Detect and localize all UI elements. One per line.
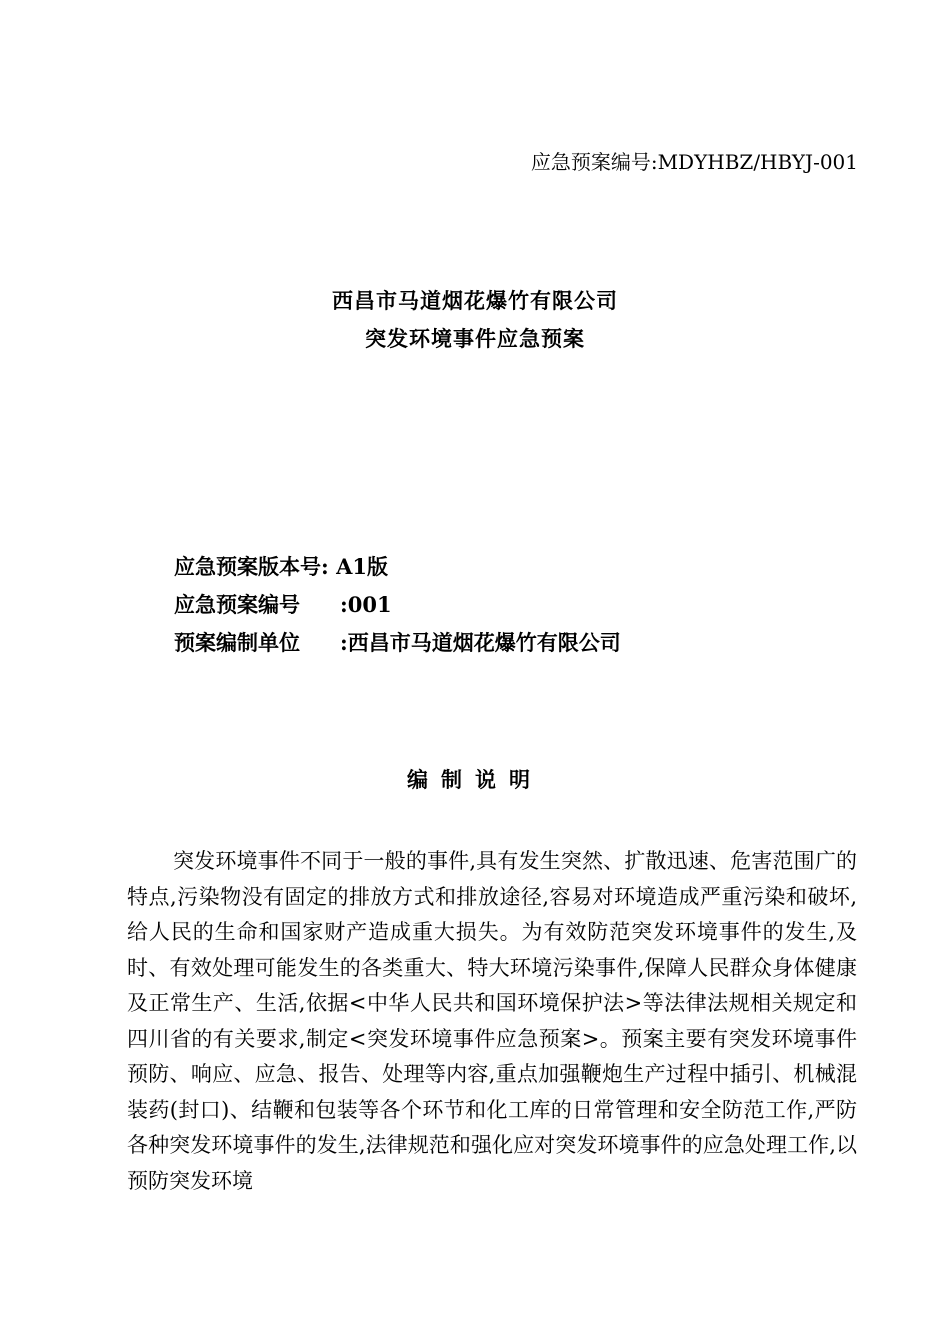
meta-label-unit: 预案编制单位 (174, 630, 300, 655)
title-plan-name: 突发环境事件应急预案 (365, 326, 585, 351)
body-paragraph: 突发环境事件不同于一般的事件,具有发生突然、扩散迅速、危害范围广的特点,污染物没有固定的排放方式和排放途径,容易对环境造成严重污染和破坏,给人民的生命和国家财产造成重大损失。为有效防范突发环境事件的发生,及时、有效处理可能发生的各类重大、特大环境污染事件,保障人民群众身体健康及正常生产、生活,依据<中华人民共和国环境保护法>等法律法规相关规定和四川省的有关要求,制定<突发环境事件应急预案>。预案主要有突发环境事件预防、响应、应急、报告、处理等内容,重点加强鞭炮生产过程中插引、机械混装药(封口)、结鞭和包装等各个环节和化工库的日常管理和安全防范工作,严防各种突发环境事件的发生,法律规范和强化应对突发环境事件的应急处理工作,以预防突发环境 (127, 849, 857, 1193)
meta-value-number: :001 (340, 592, 392, 617)
title-company: 西昌市马道烟花爆竹有限公司 (332, 288, 618, 313)
section-heading: 编制说明 (407, 767, 543, 792)
meta-value-unit: :西昌市马道烟花爆竹有限公司 (340, 630, 621, 655)
meta-value-version: : A1版 (321, 554, 388, 579)
plan-metadata (174, 548, 621, 662)
document-title (0, 282, 950, 358)
meta-row-version (174, 548, 621, 586)
meta-row-unit (174, 624, 621, 662)
meta-row-number (174, 586, 621, 624)
plan-code: 应急预案编号:MDYHBZ/HBYJ-001 (530, 150, 858, 174)
meta-label-number: 应急预案编号 (174, 592, 300, 617)
meta-label-version: 应急预案版本号 (174, 554, 321, 579)
